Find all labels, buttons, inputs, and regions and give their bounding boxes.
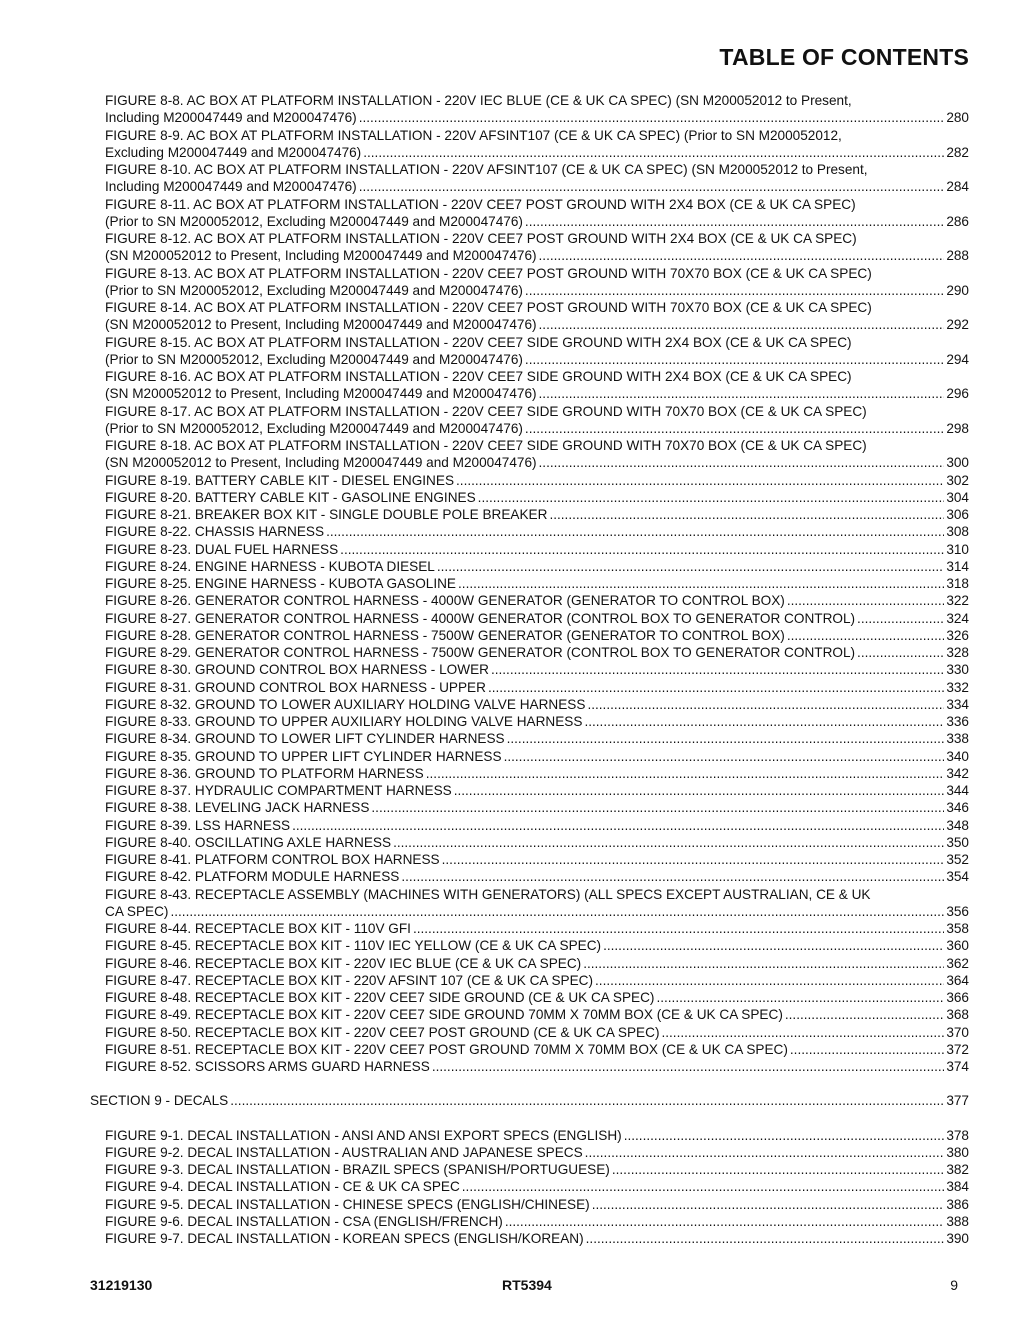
toc-entry[interactable] [105, 886, 969, 921]
dot-leader [525, 213, 944, 230]
toc-entry[interactable] [105, 679, 969, 696]
dot-leader [478, 489, 945, 506]
toc-entry[interactable] [105, 1144, 969, 1161]
toc-entry[interactable] [105, 1178, 969, 1195]
toc-entry[interactable] [105, 834, 969, 851]
toc-entry[interactable] [105, 127, 969, 162]
toc-entry-title-line: FIGURE 8-15. AC BOX AT PLATFORM INSTALLATION - 220V CEE7 SIDE GROUND WITH 2X4 BOX (CE & UK CA SPEC) [105, 334, 852, 350]
toc-entry-page: 386 [946, 1196, 969, 1212]
toc-entry-title: FIGURE 8-50. RECEPTACLE BOX KIT - 220V CEE7 POST GROUND (CE & UK CA SPEC) [105, 1024, 660, 1040]
toc-entry-page: 350 [946, 834, 969, 850]
toc-entry-title: FIGURE 8-52. SCISSORS ARMS GUARD HARNESS [105, 1059, 430, 1074]
toc-entry-title: (Prior to SN M200052012, Excluding M200047449 and M200047476) [105, 420, 523, 436]
toc-entry-page: 348 [946, 817, 969, 833]
dot-leader [454, 782, 945, 799]
toc-entry-title: FIGURE 8-20. BATTERY CABLE KIT - GASOLINE ENGINES [105, 489, 476, 505]
toc-entry[interactable] [105, 489, 969, 506]
toc-entry-title: FIGURE 8-19. BATTERY CABLE KIT - DIESEL ENGINES [105, 472, 455, 488]
toc-entry[interactable] [105, 765, 969, 782]
toc-entry[interactable] [105, 1127, 969, 1144]
dot-leader [525, 420, 944, 437]
toc-entry-page: 280 [946, 110, 969, 126]
footer-page-number: 9 [950, 1277, 958, 1293]
toc-entry-title: (Prior to SN M200052012, Excluding M200047449 and M200047476) [105, 282, 523, 298]
toc-entry-title: FIGURE 8-35. GROUND TO UPPER LIFT CYLINDER HARNESS [105, 748, 502, 764]
dot-leader [857, 610, 944, 627]
toc-entry-page: 292 [946, 317, 969, 333]
toc-entry[interactable] [105, 713, 969, 730]
toc-entry[interactable] [105, 748, 969, 765]
dot-leader [539, 454, 945, 471]
toc-entry-title: Excluding M200047449 and M200047476) [105, 144, 362, 160]
toc-entry[interactable] [105, 299, 969, 334]
toc-entry[interactable] [105, 592, 969, 609]
dot-leader [587, 696, 944, 713]
toc-entry-page: 304 [946, 489, 969, 505]
toc-entry-page: 306 [946, 507, 969, 522]
toc-entry[interactable] [105, 955, 969, 972]
toc-entry-title-line: FIGURE 8-18. AC BOX AT PLATFORM INSTALLATION - 220V CEE7 SIDE GROUND WITH 70X70 BOX (CE & UK CA SPEC) [105, 438, 867, 453]
footer-model: RT5394 [502, 1277, 552, 1293]
toc-entry-page: 388 [946, 1213, 969, 1229]
toc-entry[interactable] [105, 696, 969, 713]
toc-entry-title: Including M200047449 and M200047476) [105, 110, 357, 126]
dot-leader [624, 1127, 945, 1144]
toc-entry[interactable] [105, 730, 969, 747]
toc-entry-page: 290 [946, 282, 969, 298]
toc-entry-title: (Prior to SN M200052012, Excluding M200047449 and M200047476) [105, 351, 523, 367]
dot-leader [603, 937, 944, 954]
toc-entry-title-line: FIGURE 8-11. AC BOX AT PLATFORM INSTALLATION - 220V CEE7 POST GROUND WITH 2X4 BOX (CE & UK CA SPEC) [105, 196, 856, 212]
toc-entry[interactable] [105, 403, 969, 438]
toc-entry[interactable] [105, 472, 969, 489]
toc-entry-title: FIGURE 8-38. LEVELING JACK HARNESS [105, 800, 370, 816]
dot-leader [583, 955, 944, 972]
toc-entry-title: FIGURE 8-30. GROUND CONTROL BOX HARNESS - LOWER [105, 662, 489, 678]
toc-entry-title: FIGURE 9-5. DECAL INSTALLATION - CHINESE SPECS (ENGLISH/CHINESE) [105, 1196, 590, 1212]
toc-entry[interactable] [105, 196, 969, 231]
dot-leader [539, 316, 945, 333]
toc-entry-page: 326 [946, 627, 969, 643]
dot-leader [393, 834, 944, 851]
toc-entry-page: 368 [946, 1007, 969, 1023]
toc-entry[interactable] [105, 799, 969, 816]
dot-leader [170, 903, 944, 920]
toc-entry[interactable] [105, 868, 969, 885]
toc-entry-page: 322 [946, 593, 969, 609]
toc-entry[interactable] [105, 1058, 969, 1075]
toc-entry-page: 346 [946, 800, 969, 816]
toc-entry[interactable] [105, 1041, 969, 1058]
toc-entry-page: 288 [946, 248, 969, 264]
dot-leader [787, 592, 945, 609]
toc-entry-page: 302 [946, 472, 969, 488]
toc-entry[interactable] [105, 368, 969, 403]
dot-leader [491, 661, 944, 678]
toc-entry-title: FIGURE 8-21. BREAKER BOX KIT - SINGLE DOUBLE POLE BREAKER [105, 507, 548, 522]
toc-entry-page: 338 [946, 731, 969, 747]
dot-leader [787, 627, 945, 644]
dot-leader [525, 282, 944, 299]
toc-entry[interactable] [105, 265, 969, 300]
toc-entry-title-line: FIGURE 8-10. AC BOX AT PLATFORM INSTALLATION - 220V AFSINT107 (CE & UK CA SPEC) (SN M200052012 to Present, [105, 162, 868, 177]
toc-entry-page: 300 [946, 455, 969, 471]
toc-entry[interactable] [105, 1213, 969, 1230]
toc-entry-page: 282 [946, 144, 969, 160]
toc-entry-title: FIGURE 8-37. HYDRAULIC COMPARTMENT HARNESS [105, 783, 452, 798]
toc-entry-title: FIGURE 8-45. RECEPTACLE BOX KIT - 110V IEC YELLOW (CE & UK CA SPEC) [105, 938, 602, 954]
toc-entry[interactable] [105, 782, 969, 799]
toc-entry-title: FIGURE 8-46. RECEPTACLE BOX KIT - 220V IEC BLUE (CE & UK CA SPEC) [105, 955, 582, 971]
toc-entry-title: FIGURE 8-24. ENGINE HARNESS - KUBOTA DIESEL [105, 558, 435, 574]
toc-entry-title-line: FIGURE 8-16. AC BOX AT PLATFORM INSTALLATION - 220V CEE7 SIDE GROUND WITH 2X4 BOX (CE & UK CA SPEC) [105, 369, 852, 384]
dot-leader [857, 644, 944, 661]
dot-leader [359, 178, 945, 195]
dot-leader [363, 144, 944, 161]
toc-entry-page: 356 [946, 903, 969, 919]
toc-entry-title: FIGURE 8-32. GROUND TO LOWER AUXILIARY HOLDING VALVE HARNESS [105, 696, 586, 712]
toc-entry[interactable] [105, 1230, 969, 1247]
toc-entry-title-line: FIGURE 8-17. AC BOX AT PLATFORM INSTALLATION - 220V CEE7 SIDE GROUND WITH 70X70 BOX (CE & UK CA SPEC) [105, 403, 867, 419]
dot-leader [462, 1178, 945, 1195]
toc-entry-page: 324 [946, 610, 969, 626]
toc-entry[interactable] [105, 627, 969, 644]
toc-entry-page: 336 [946, 714, 969, 729]
toc-entry[interactable] [105, 506, 969, 523]
dot-leader [592, 1196, 945, 1213]
dot-leader [458, 575, 944, 592]
toc-entry[interactable] [105, 334, 969, 369]
toc-entry-title: (SN M200052012 to Present, Including M200047449 and M200047476) [105, 455, 537, 471]
toc-entry-title: FIGURE 8-34. GROUND TO LOWER LIFT CYLINDER HARNESS [105, 731, 505, 747]
dot-leader [785, 1006, 944, 1023]
toc-entry-title-line: FIGURE 8-12. AC BOX AT PLATFORM INSTALLATION - 220V CEE7 POST GROUND WITH 2X4 BOX (CE & UK CA SPEC) [105, 231, 857, 246]
dot-leader [456, 472, 944, 489]
page-title: TABLE OF CONTENTS [719, 44, 969, 70]
toc-entry-page: 370 [946, 1024, 969, 1040]
toc-entry[interactable] [105, 1024, 969, 1041]
toc-entry-title: FIGURE 9-1. DECAL INSTALLATION - ANSI AND ANSI EXPORT SPECS (ENGLISH) [105, 1127, 622, 1143]
toc-entry[interactable] [105, 937, 969, 954]
toc-entry-title: (Prior to SN M200052012, Excluding M200047449 and M200047476) [105, 213, 523, 229]
toc-entry-page: 364 [946, 972, 969, 988]
toc-entry-title: FIGURE 9-6. DECAL INSTALLATION - CSA (ENGLISH/FRENCH) [105, 1213, 503, 1229]
toc-entry[interactable] [105, 523, 969, 540]
toc-entry[interactable] [105, 644, 969, 661]
dot-leader [426, 765, 945, 782]
dot-leader [790, 1041, 944, 1058]
toc-entry-page: 380 [946, 1144, 969, 1160]
toc-entry-title: FIGURE 8-44. RECEPTACLE BOX KIT - 110V GFI [105, 921, 411, 936]
toc-entry-title: SECTION 9 - DECALS [90, 1093, 229, 1109]
dot-leader [488, 679, 944, 696]
toc-entry-title: FIGURE 8-51. RECEPTACLE BOX KIT - 220V CEE7 POST GROUND 70MM X 70MM BOX (CE & UK CA SPEC) [105, 1041, 788, 1057]
dot-leader [371, 799, 944, 816]
toc-entry-page: 382 [946, 1162, 969, 1177]
dot-leader [340, 541, 944, 558]
dot-leader [442, 851, 945, 868]
dot-leader [584, 713, 944, 730]
toc-entry[interactable] [105, 610, 969, 627]
dot-leader [413, 920, 944, 937]
dot-leader [656, 989, 944, 1006]
toc-entry-page: 310 [946, 541, 969, 557]
toc-entry[interactable] [105, 989, 969, 1006]
toc-entry-title: FIGURE 8-28. GENERATOR CONTROL HARNESS - 7500W GENERATOR (GENERATOR TO CONTROL BOX) [105, 627, 785, 643]
toc-entry-page: 314 [946, 558, 969, 574]
dot-leader [539, 247, 945, 264]
toc-entry-page: 332 [946, 679, 969, 695]
toc-entry-title-line: FIGURE 8-13. AC BOX AT PLATFORM INSTALLATION - 220V CEE7 POST GROUND WITH 70X70 BOX (CE & UK CA SPEC) [105, 265, 872, 281]
toc-entry-page: 354 [946, 869, 969, 885]
toc-entry-page: 328 [946, 645, 969, 660]
toc-entry-title: FIGURE 9-7. DECAL INSTALLATION - KOREAN SPECS (ENGLISH/KOREAN) [105, 1231, 584, 1246]
toc-entry[interactable] [105, 558, 969, 575]
toc-entry-title: FIGURE 8-42. PLATFORM MODULE HARNESS [105, 869, 400, 885]
toc-entry[interactable] [105, 1196, 969, 1213]
toc-entry-page: 284 [946, 179, 969, 195]
toc-entry-title: FIGURE 8-40. OSCILLATING AXLE HARNESS [105, 834, 392, 850]
toc-entry[interactable] [105, 230, 969, 265]
dot-leader [292, 817, 944, 834]
toc-entry[interactable] [105, 92, 969, 127]
toc-entry-title-line: FIGURE 8-14. AC BOX AT PLATFORM INSTALLATION - 220V CEE7 POST GROUND WITH 70X70 BOX (CE & UK CA SPEC) [105, 300, 872, 315]
toc-entry[interactable] [105, 661, 969, 678]
toc-entry-title: FIGURE 8-41. PLATFORM CONTROL BOX HARNESS [105, 852, 440, 867]
dot-leader [539, 385, 945, 402]
toc-entry-page: 330 [946, 662, 969, 678]
toc-entry-page: 298 [946, 420, 969, 436]
dot-leader [437, 558, 944, 575]
toc-entry-title: FIGURE 8-25. ENGINE HARNESS - KUBOTA GASOLINE [105, 576, 457, 591]
dot-leader [585, 1144, 945, 1161]
dot-leader [359, 109, 945, 126]
dot-leader [525, 351, 944, 368]
toc-entry-title: FIGURE 8-22. CHASSIS HARNESS [105, 524, 325, 540]
toc-entry[interactable] [105, 575, 969, 592]
toc-entry-page: 384 [946, 1179, 969, 1195]
toc-entry-page: 372 [946, 1041, 969, 1057]
toc-entry-page: 358 [946, 921, 969, 936]
toc-entry-title: (SN M200052012 to Present, Including M200047449 and M200047476) [105, 386, 537, 402]
toc-entry[interactable] [105, 817, 969, 834]
toc-entry-title: FIGURE 8-33. GROUND TO UPPER AUXILIARY HOLDING VALVE HARNESS [105, 714, 583, 729]
toc-entry-title: FIGURE 8-26. GENERATOR CONTROL HARNESS - 4000W GENERATOR (GENERATOR TO CONTROL BOX) [105, 593, 785, 609]
toc-entry-title: FIGURE 8-48. RECEPTACLE BOX KIT - 220V CEE7 SIDE GROUND (CE & UK CA SPEC) [105, 990, 655, 1005]
toc-entry-title-line: FIGURE 8-8. AC BOX AT PLATFORM INSTALLATION - 220V IEC BLUE (CE & UK CA SPEC) (SN M200052012 to Present, [105, 93, 852, 108]
toc-entry-title: (SN M200052012 to Present, Including M200047449 and M200047476) [105, 317, 537, 333]
toc-entry[interactable] [105, 920, 969, 937]
dot-leader [432, 1058, 945, 1075]
toc-entry-title: (SN M200052012 to Present, Including M200047449 and M200047476) [105, 248, 537, 264]
toc-entry[interactable] [105, 541, 969, 558]
toc-entry-title: FIGURE 8-29. GENERATOR CONTROL HARNESS - 7500W GENERATOR (CONTROL BOX TO GENERATOR CONTROL) [105, 645, 856, 660]
toc-entry[interactable] [105, 437, 969, 472]
dot-leader [507, 730, 945, 747]
toc-entry-title: FIGURE 8-36. GROUND TO PLATFORM HARNESS [105, 765, 424, 781]
toc-entry-title: FIGURE 8-47. RECEPTACLE BOX KIT - 220V AFSINT 107 (CE & UK CA SPEC) [105, 972, 594, 988]
toc-entry-title-line: FIGURE 8-43. RECEPTACLE ASSEMBLY (MACHINES WITH GENERATORS) (ALL SPECS EXCEPT AUSTRALIAN, CE & UK [105, 886, 871, 902]
toc-entry-page: 286 [946, 213, 969, 229]
toc-entry-page: 374 [946, 1059, 969, 1074]
toc-entry-title: CA SPEC) [105, 903, 169, 919]
toc-entry-page: 344 [946, 783, 969, 798]
toc-entry-title: FIGURE 8-27. GENERATOR CONTROL HARNESS - 4000W GENERATOR (CONTROL BOX TO GENERATOR CONTROL) [105, 610, 856, 626]
toc-entry[interactable] [105, 1161, 969, 1178]
dot-leader [612, 1161, 944, 1178]
toc-entry-title: FIGURE 8-31. GROUND CONTROL BOX HARNESS - UPPER [105, 679, 486, 695]
toc-entry-page: 318 [946, 576, 969, 591]
dot-leader [230, 1092, 944, 1109]
toc-entry-page: 366 [946, 990, 969, 1005]
toc-entry-page: 340 [946, 748, 969, 764]
toc-entry-page: 378 [946, 1127, 969, 1143]
dot-leader [661, 1024, 944, 1041]
dot-leader [586, 1230, 945, 1247]
toc-entry-page: 296 [946, 386, 969, 402]
dot-leader [549, 506, 944, 523]
toc-entry-page: 334 [946, 696, 969, 712]
toc-entry[interactable] [90, 1092, 969, 1109]
toc-entry-title: FIGURE 9-3. DECAL INSTALLATION - BRAZIL SPECS (SPANISH/PORTUGUESE) [105, 1162, 610, 1177]
toc-entry-page: 308 [946, 524, 969, 540]
toc-entry-title: FIGURE 8-49. RECEPTACLE BOX KIT - 220V CEE7 SIDE GROUND 70MM X 70MM BOX (CE & UK CA SPEC) [105, 1007, 783, 1023]
toc-entry-page: 362 [946, 955, 969, 971]
toc-entry-page: 360 [946, 938, 969, 954]
toc-entry-page: 352 [946, 852, 969, 867]
toc-entry[interactable] [105, 972, 969, 989]
dot-leader [504, 748, 945, 765]
dot-leader [326, 523, 944, 540]
toc-entry[interactable] [105, 1006, 969, 1023]
toc-entry[interactable] [105, 851, 969, 868]
dot-leader [401, 868, 944, 885]
dot-leader [505, 1213, 945, 1230]
toc-entry-page: 377 [946, 1093, 969, 1109]
toc-entry[interactable] [105, 161, 969, 196]
toc-entry-page: 294 [946, 351, 969, 367]
toc-entry-title: Including M200047449 and M200047476) [105, 179, 357, 195]
toc-entry-title: FIGURE 8-39. LSS HARNESS [105, 817, 291, 833]
toc-entry-title: FIGURE 9-2. DECAL INSTALLATION - AUSTRALIAN AND JAPANESE SPECS [105, 1144, 583, 1160]
toc-entry-page: 342 [946, 765, 969, 781]
toc-entry-title: FIGURE 8-23. DUAL FUEL HARNESS [105, 541, 339, 557]
footer-doc-number: 31219130 [90, 1277, 153, 1293]
toc-entry-title: FIGURE 9-4. DECAL INSTALLATION - CE & UK CA SPEC [105, 1179, 460, 1195]
toc-entry-title-line: FIGURE 8-9. AC BOX AT PLATFORM INSTALLATION - 220V AFSINT107 (CE & UK CA SPEC) (Prior to SN M200052012, [105, 127, 842, 143]
dot-leader [595, 972, 944, 989]
toc-entry-page: 390 [946, 1231, 969, 1246]
